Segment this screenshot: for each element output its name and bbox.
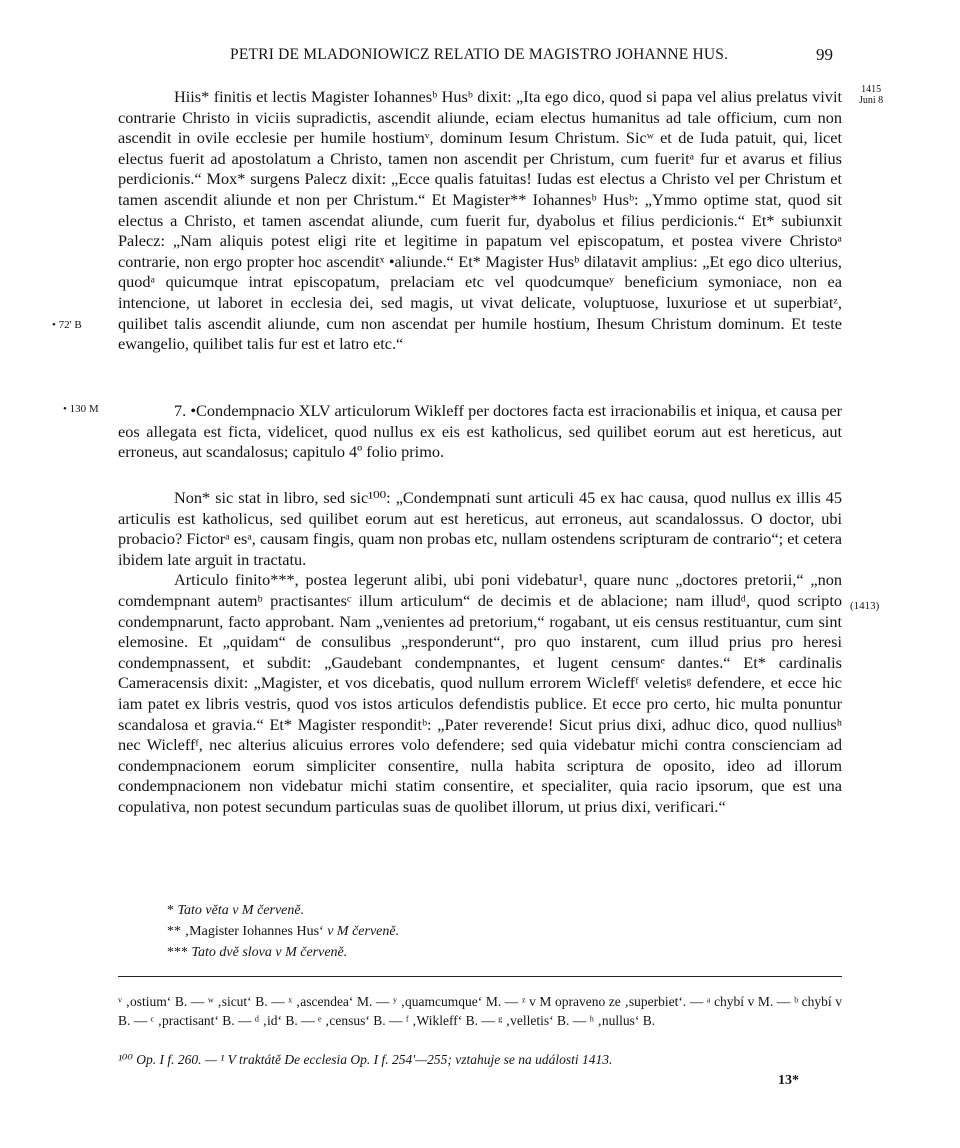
- margin-ref-130m: • 130 M: [63, 403, 99, 415]
- margin-date-year: 1415: [861, 84, 882, 95]
- page-number: 99: [816, 45, 833, 64]
- star-note-mark: **: [167, 924, 181, 939]
- article-7: [118, 401, 842, 463]
- margin-date: [859, 84, 883, 106]
- star-note-mark: *: [167, 903, 174, 918]
- apparatus-variants: ᵛ ‚ostium‘ B. — ʷ ‚sicut‘ B. — ˣ ‚ascendea‘ M. — ʸ ‚quamcumque‘ M. — ᶻ v M opraveno ze ‚superbiet‘. — ᵃ chybí v M. — ᵇ chybí v B. — ᶜ ‚practisant‘ B. — ᵈ ‚id‘ B. — ᵉ ‚census‘ B. — ᶠ ‚Wikleff‘ B. — ᵍ ‚velletis‘ B. — ʰ ‚nullus‘ B.: [118, 994, 842, 1028]
- footnote-divider: [118, 976, 842, 977]
- paragraph-2: 7. •Condempnacio XLV articulorum Wikleff per doctores facta est irracionabilis et iniqua, et causa per eos allegata est ficta, videlicet, quod nullus ex eis est katholicus, sed quilibet eorum aut est hereticus, aut erroneus, aut scandalosus; capitulo 4º folio primo.: [118, 401, 842, 462]
- star-note-1: [167, 900, 399, 921]
- margin-date-day: Juni 8: [859, 95, 884, 106]
- signature-mark: 13*: [778, 1073, 799, 1088]
- star-note-quote: ‚Magister Iohannes Hus‘: [184, 924, 324, 939]
- star-note-2: [167, 921, 399, 942]
- star-note-3: [167, 942, 399, 963]
- paragraph-hus-answer: [118, 87, 842, 355]
- paragraph-4: Articulo finito***, postea legerunt alibi, ubi poni videbatur¹, quare nunc „doctores pretorii,“ „non comdempnant autemᵇ practisantesᶜ illum articulum“ de decimis et de ablacione; nam illudᵈ, quod scripto condempnarunt, facto approbant. Nam „venientes ad pretorium,“ rogabant, ut eis census restituantur, cum sint elemosine. Et „quidam“ de consulibus „responderunt“, pro quo instarent, cum illud prius pro heresi condempnassent, et subdit: „Gaudebant condempnantes, et lugent censumᵉ dantes.“ Et* cardinalis Cameracensis dixit: „Magister, et vos dicebatis, quod nullum errorem Wicleffᶠ veletisᵍ defendere, et ecce hic iam patet ex libris vestris, quod vos istos articulos defendistis publice. Et ecce pro certo, hic multa ponuntur scandalosa et gravia.“ Et* Magister responditᵇ: „Pater reverende! Sicut prius dixi, adhuc dico, quod nulliusʰ nec Wicleffᶠ, nec alterius alicuius errores volo defendere; sed quia videbatur michi contra conscienciam ad condempnacionem eorum simpliciter consentire, nulla habita scriptura de oposito, ideo ad illorum condempnacionem non videbatur michi statim consentire, et specialiter, quia racio ipsorum, que est una copulativa, non potest secundum particulas suas de quolibet illorum, ut prius dixi, verificari.“: [118, 570, 842, 816]
- apparatus-sources: ¹⁰⁰ Op. I f. 260. — ¹ V traktátě De ecclesia Op. I f. 254'—255; vztahuje se na události 1413.: [118, 1052, 613, 1067]
- star-note-text: v M červeně.: [323, 924, 400, 939]
- margin-ref-72b: • 72' B: [52, 319, 82, 331]
- paragraph-3: Non* sic stat in libro, sed sic¹⁰⁰: „Condempnati sunt articuli 45 ex hac causa, quod nullus ex illis 45 articulis est katholicus, sed quilibet eorum aut est hereticus, aut erroneus, aut scandalossus. O doctor, ubi probacio? Fictorᵃ esᵃ, causam fingis, quam non probas etc, nullam ostendens scripturam de contrario“; et cetera ibidem late arguit in tractatu.: [118, 488, 842, 569]
- star-note-text: Tato dvě slova v M červeně.: [191, 945, 348, 960]
- paragraph-1: Hiis* finitis et lectis Magister Iohannesᵇ Husᵇ dixit: „Ita ego dico, quod si papa vel alius prelatus vivit contrarie Christo in viciis supradictis, ascendit aliunde, eciam electus humanitus ad tale officium, cum non ascendit in ovile ecclesie per humile hostiumᵛ, dominum Iesum Christum. Sicʷ et de Iuda patuit, qui, licet electus fuerit ad apostolatum a Christo, tamen non ascendit per Christum, cum fueritᵃ fur et avarus et filius perdicionis.“ Mox* surgens Palecz dixit: „Ecce qualis fatuitas! Iudas est electus a Christo vel per Christum et tamen ascendit aliunde et non per Christum.“ Et Magister** Iohannesᵇ Husᵇ: „Ymmo optime stat, quod sit electus a Christo, et tamen ascendat aliunde, cum fuerit fur, dyabolus et filius perdicionis.“ Et* subiunxit Palecz: „Nam aliquis potest eligi rite et legitime in papatum vel episcopatum, et postea vivere Christoᵃ contrarie, non ergo propter hoc ascenditˣ •aliunde.“ Et* Magister Husᵇ dilatavit amplius: „Et ego dico ulterius, quodᵃ quicumque intrat episcopatum, prelaciam etc vel quodcumqueʸ beneficium symoniace, non ea intencione, ut laboret in ecclesia dei, sed magis, ut vivat delicate, voluptuose, luxuriose et ut superbiatᶻ, quilibet talis ascendit aliunde, cum non ascendat per humile hostium, Ihesum Christum dominum. Et teste ewangelio, quilibet talis fur est et latro etc.“: [118, 87, 842, 354]
- article-discussion: [118, 488, 842, 818]
- star-note-text: Tato věta v M červeně.: [177, 903, 305, 918]
- margin-year-1413: (1413): [850, 600, 880, 612]
- running-title: PETRI DE MLADONIOWICZ RELATIO DE MAGISTRO JOHANNE HUS.: [230, 46, 729, 63]
- star-note-mark: ***: [167, 945, 188, 960]
- star-notes: [167, 900, 399, 963]
